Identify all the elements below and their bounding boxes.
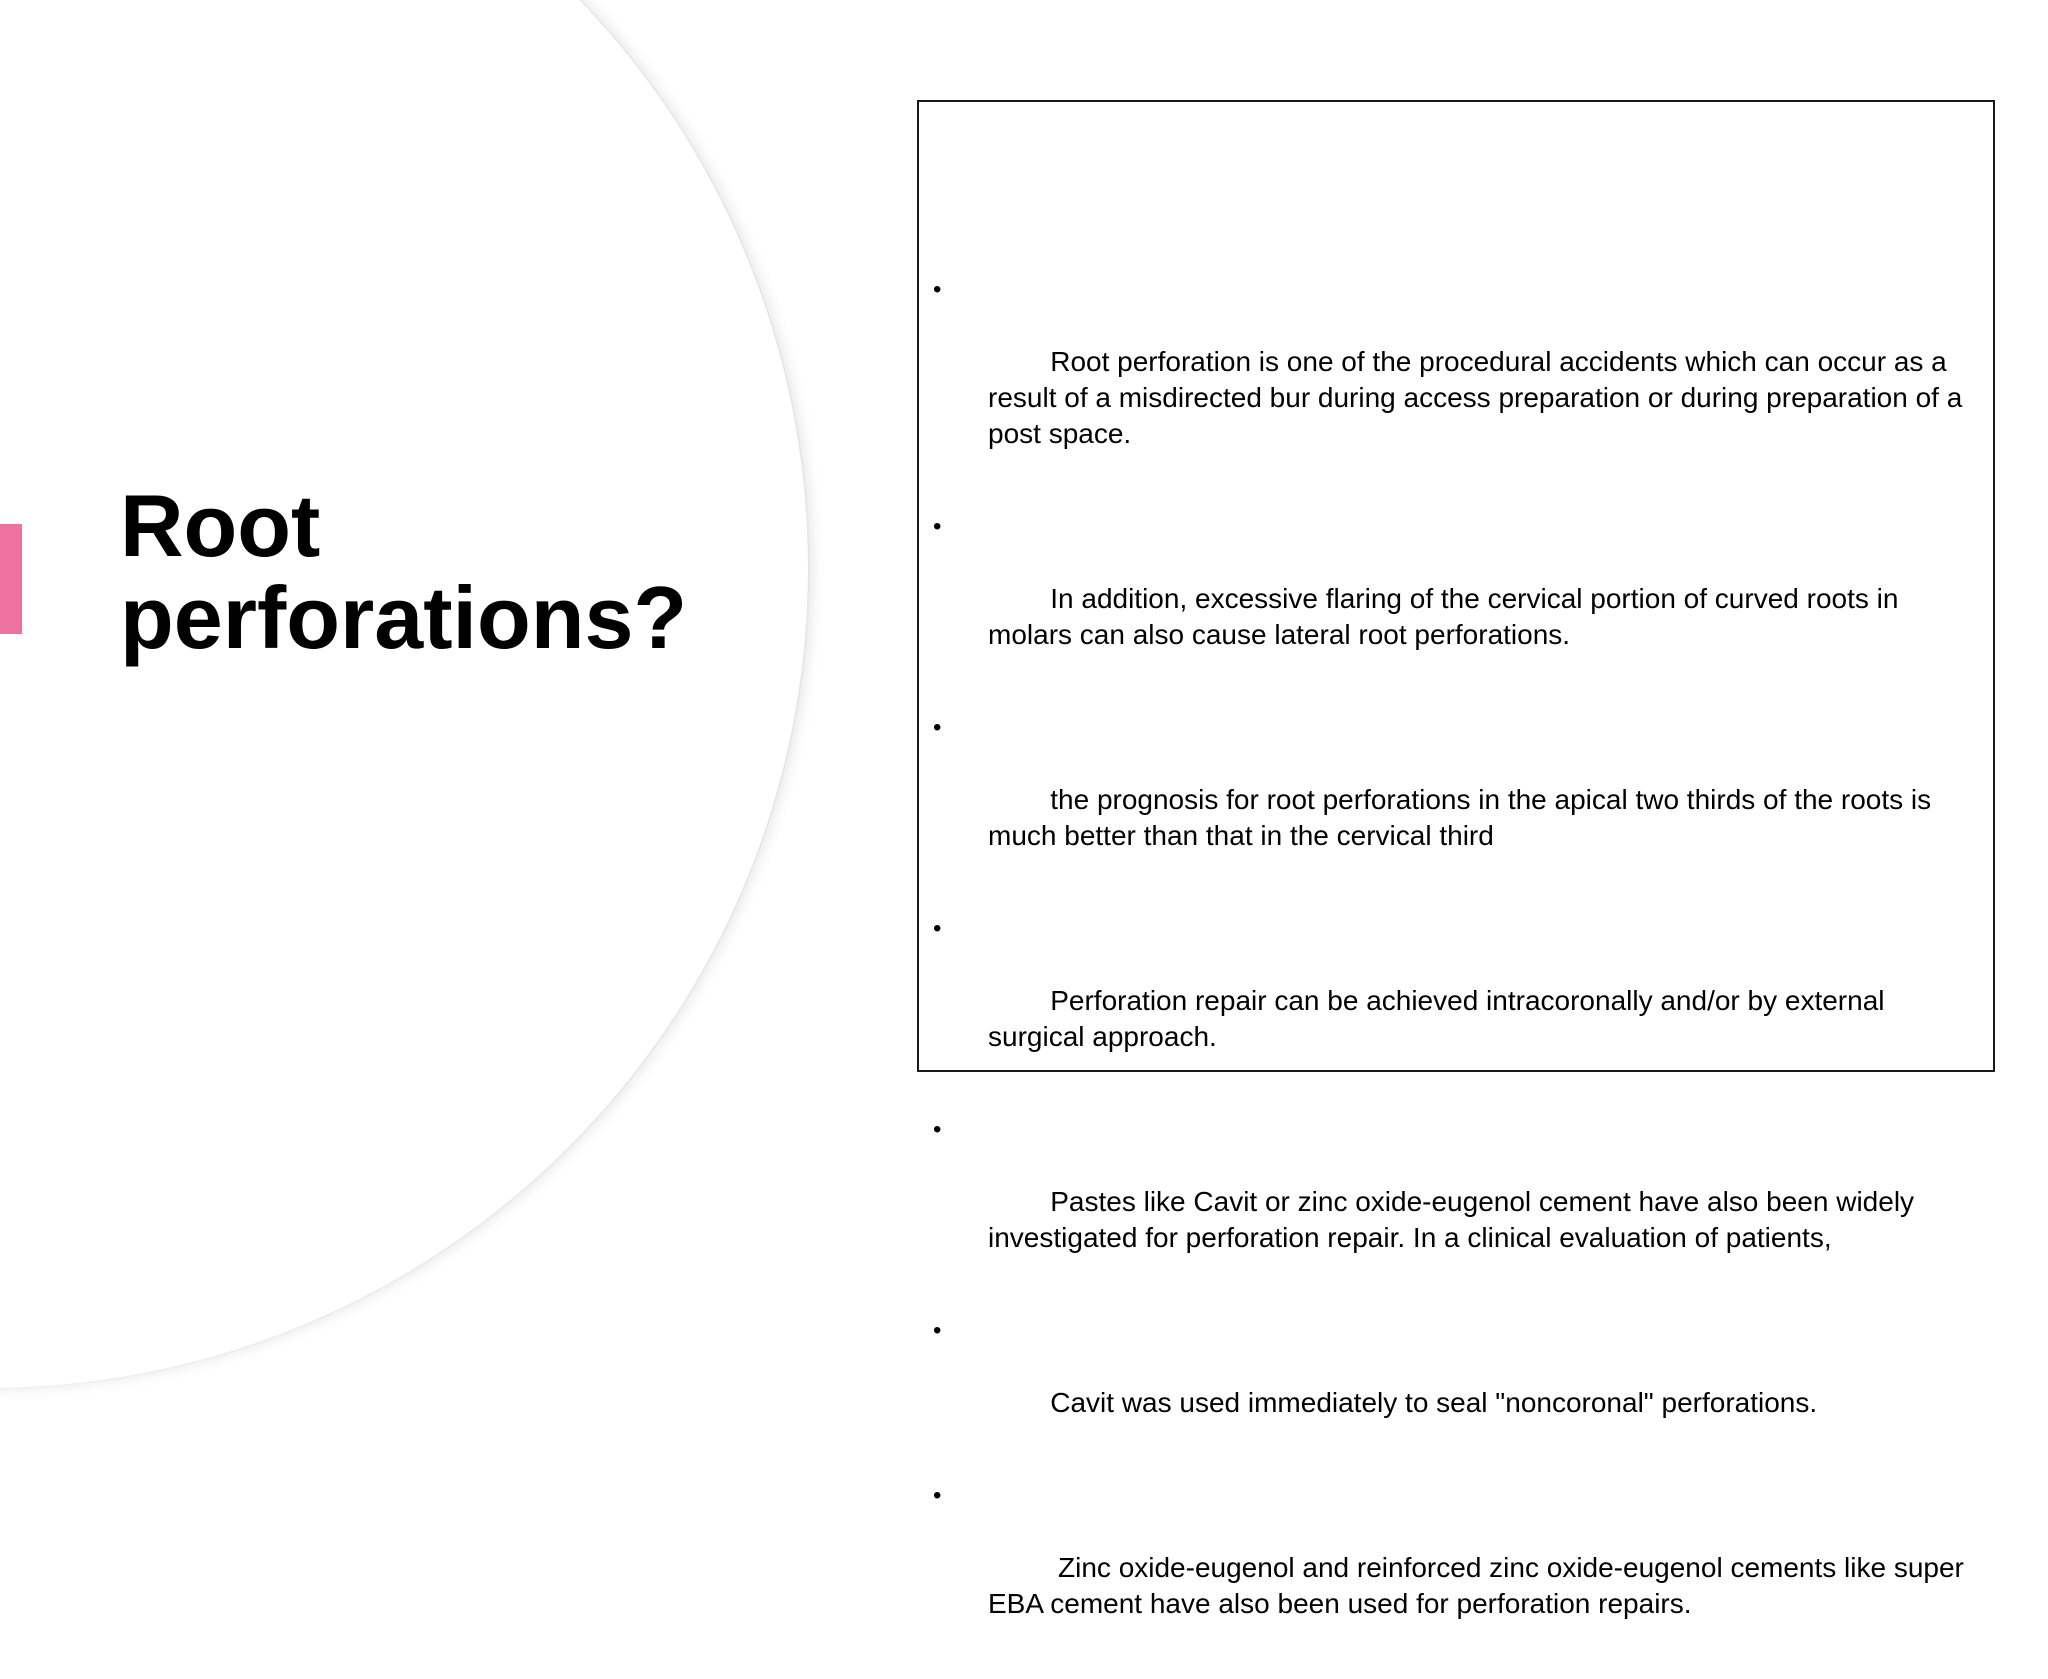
bullet-text: Pastes like Cavit or zinc oxide-eugenol cement have also been widely investigated for perforation repair. In a clinical evaluation of patients, <box>988 1186 1922 1253</box>
bullet-text: Cavit was used immediately to seal "noncoronal" perforations. <box>1050 1387 1818 1418</box>
slide-title: Root perforations? <box>120 476 688 667</box>
bullet-item <box>933 1313 1985 1457</box>
bullet-item <box>933 1478 1985 1658</box>
bullet-text: Root perforation is one of the procedural accidents which can occur as a result of a misdirected bur during access preparation or during preparation of a post space. <box>988 346 1971 449</box>
bullet-text: In addition, excessive flaring of the cervical portion of curved roots in molars can also cause lateral root perforations. <box>988 583 1907 650</box>
bullet-icon: • <box>933 1116 942 1143</box>
bullet-text: Zinc oxide-eugenol and reinforced zinc oxide-eugenol cements like super EBA cement have also been used for perforation repairs. <box>988 1552 1972 1619</box>
bullet-text: Perforation repair can be achieved intracoronally and/or by external surgical approach. <box>988 985 1893 1052</box>
content-box <box>917 100 1995 1619</box>
bullet-icon: • <box>933 513 942 540</box>
bullet-icon: • <box>933 714 942 741</box>
bullet-item <box>933 1112 1985 1292</box>
bullet-item <box>933 911 1985 1091</box>
bullet-item <box>933 509 1985 689</box>
bullet-icon: • <box>933 1317 942 1344</box>
bullet-item <box>933 272 1985 488</box>
bullet-icon: • <box>933 1482 942 1509</box>
background-circle <box>0 0 808 1388</box>
bullet-text: the prognosis for root perforations in the apical two thirds of the roots is much better than that in the cervical third <box>988 784 1939 851</box>
bullet-icon: • <box>933 915 942 942</box>
bullet-list <box>933 272 1985 1679</box>
accent-bar <box>0 524 22 634</box>
bullet-item <box>933 710 1985 890</box>
bullet-icon: • <box>933 276 942 303</box>
